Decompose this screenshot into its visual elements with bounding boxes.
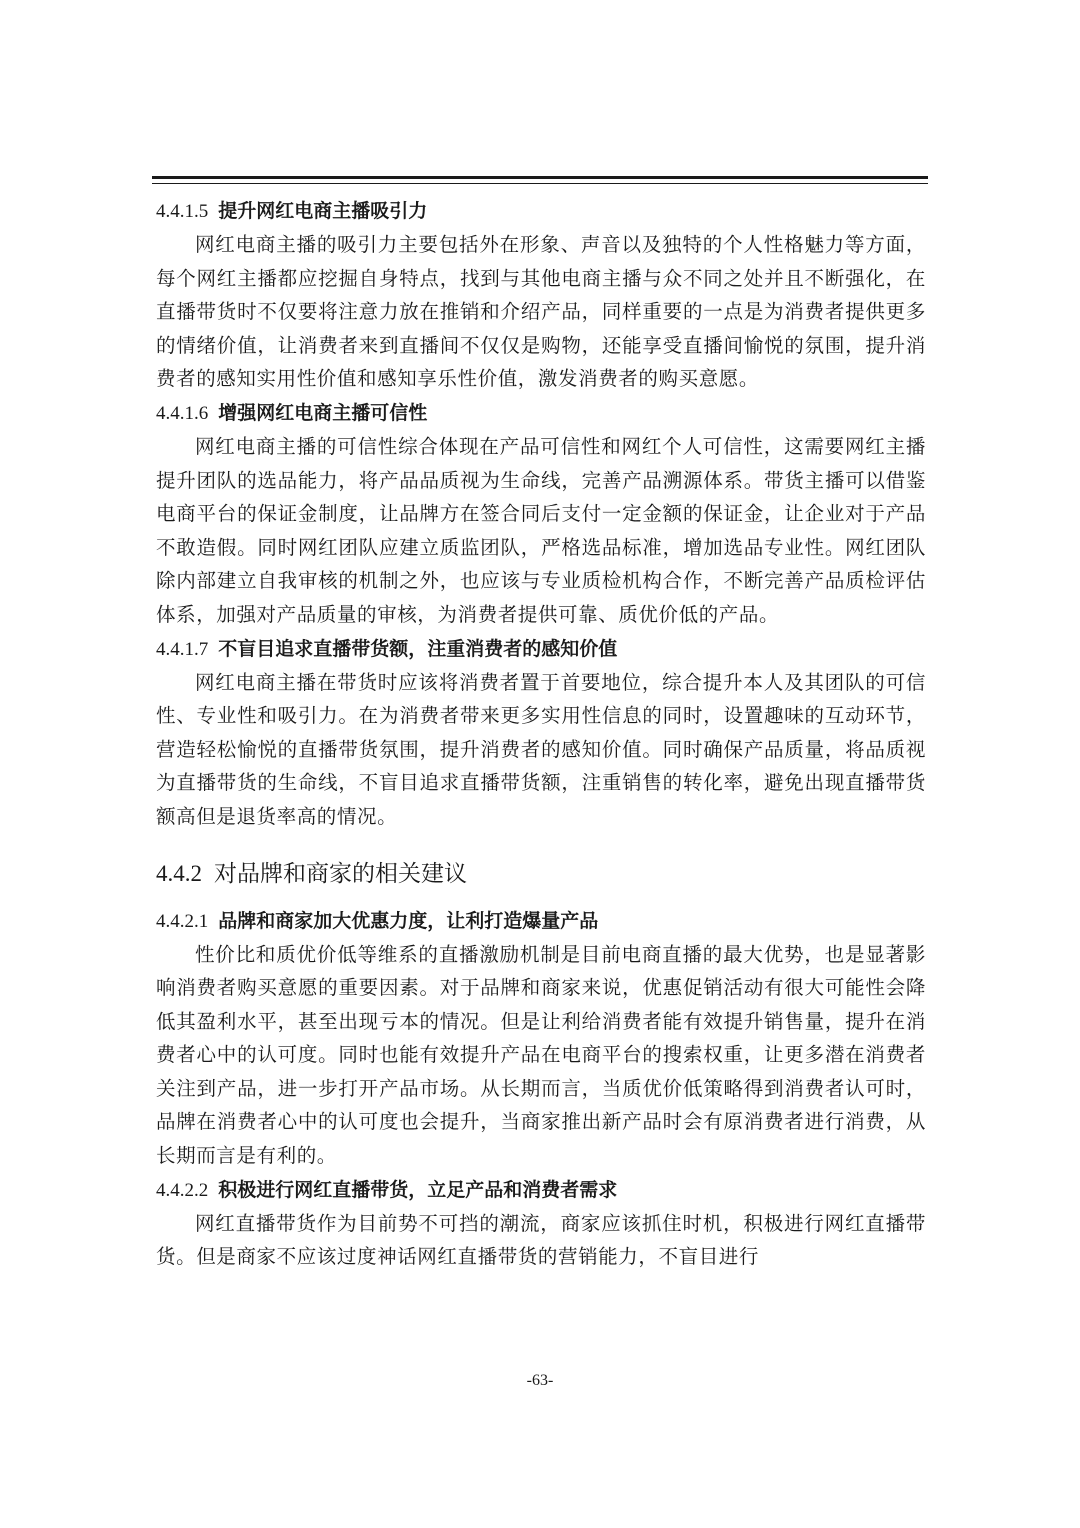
section-paragraph-4416: 网红电商主播的可信性综合体现在产品可信性和网红个人可信性，这需要网红主播提升团队的选品能力，将产品品质视为生命线，完善产品溯源体系。带货主播可以借鉴电商平台的保证金制度，让品牌方在签合同后支付一定金额的保证金，让企业对于产品不敢造假。同时网红团队应建立质监团队，严格选品标准，增加选品专业性。网红团队除内部建立自我审核的机制之外，也应该与专业质检机构合作，不断完善产品质检评估体系，加强对产品质量的审核，为消费者提供可靠、质优价低的产品。: [156, 434, 926, 626]
header-rule-thick: [152, 176, 928, 179]
section-number: 4.4.2.1: [156, 910, 209, 932]
section-title: 提升网红电商主播吸引力: [218, 200, 428, 222]
section-number: 4.4.1.7: [156, 638, 209, 660]
section-title: 对品牌和商家的相关建议: [214, 860, 467, 887]
section-heading-4421: [156, 904, 926, 938]
section-heading-4417: [156, 632, 926, 666]
section-title: 增强网红电商主播可信性: [218, 401, 428, 424]
header-rule-thin: [152, 183, 928, 184]
section-title: 品牌和商家加大优惠力度，让利打造爆量产品: [218, 909, 599, 932]
section-heading-4422: [156, 1173, 926, 1207]
section-title: 积极进行网红直播带货，立足产品和消费者需求: [218, 1178, 618, 1201]
section-number: 4.4.2.2: [156, 1179, 209, 1201]
section-heading-442: [156, 854, 926, 894]
section-paragraph-4415: 网红电商主播的吸引力主要包括外在形象、声音以及独特的个人性格魅力等方面，每个网红主播都应挖掘自身特点，找到与其他电商主播与众不同之处并且不断强化，在直播带货时不仅要将注意力放在推销和介绍产品，同样重要的一点是为消费者提供更多的情绪价值，让消费者来到直播间不仅仅是购物，还能享受直播间愉悦的氛围，提升消费者的感知实用性价值和感知享乐性价值，激发消费者的购买意愿。: [156, 233, 926, 391]
section-number: 4.4.2: [156, 860, 202, 886]
section-paragraph-4417: 网红电商主播在带货时应该将消费者置于首要地位，综合提升本人及其团队的可信性、专业性和吸引力。在为消费者带来更多实用性信息的同时，设置趣味的互动环节，营造轻松愉悦的直播带货氛围，提升消费者的感知价值。同时确保产品质量，将品质视为直播带货的生命线，不盲目追求直播带货额，注重销售的转化率，避免出现直播带货额高但是退货率高的情况。: [156, 670, 926, 828]
page-body: [156, 194, 926, 1274]
section-heading-4416: [156, 396, 926, 430]
section-paragraph-4422: 网红直播带货作为目前势不可挡的潮流，商家应该抓住时机，积极进行网红直播带货。但是商家不应该过度神话网红直播带货的营销能力，不盲目进行: [156, 1211, 926, 1269]
section-paragraph-4421: 性价比和质优价低等维系的直播激励机制是目前电商直播的最大优势，也是显著影响消费者购买意愿的重要因素。对于品牌和商家来说，优惠促销活动有很大可能性会降低其盈利水平，甚至出现亏本的情况。但是让利给消费者能有效提升销售量，提升在消费者心中的认可度。同时也能有效提升产品在电商平台的搜索权重，让更多潜在消费者关注到产品，进一步打开产品市场。从长期而言，当质优价低策略得到消费者认可时，品牌在消费者心中的认可度也会提升，当商家推出新产品时会有原消费者进行消费，从长期而言是有利的。: [156, 942, 926, 1168]
section-title: 不盲目追求直播带货额，注重消费者的感知价值: [218, 637, 618, 660]
page-number: -63-: [526, 1372, 554, 1389]
section-number: 4.4.1.5: [156, 201, 209, 222]
section-number: 4.4.1.6: [156, 402, 209, 424]
section-heading-4415: [156, 194, 926, 228]
